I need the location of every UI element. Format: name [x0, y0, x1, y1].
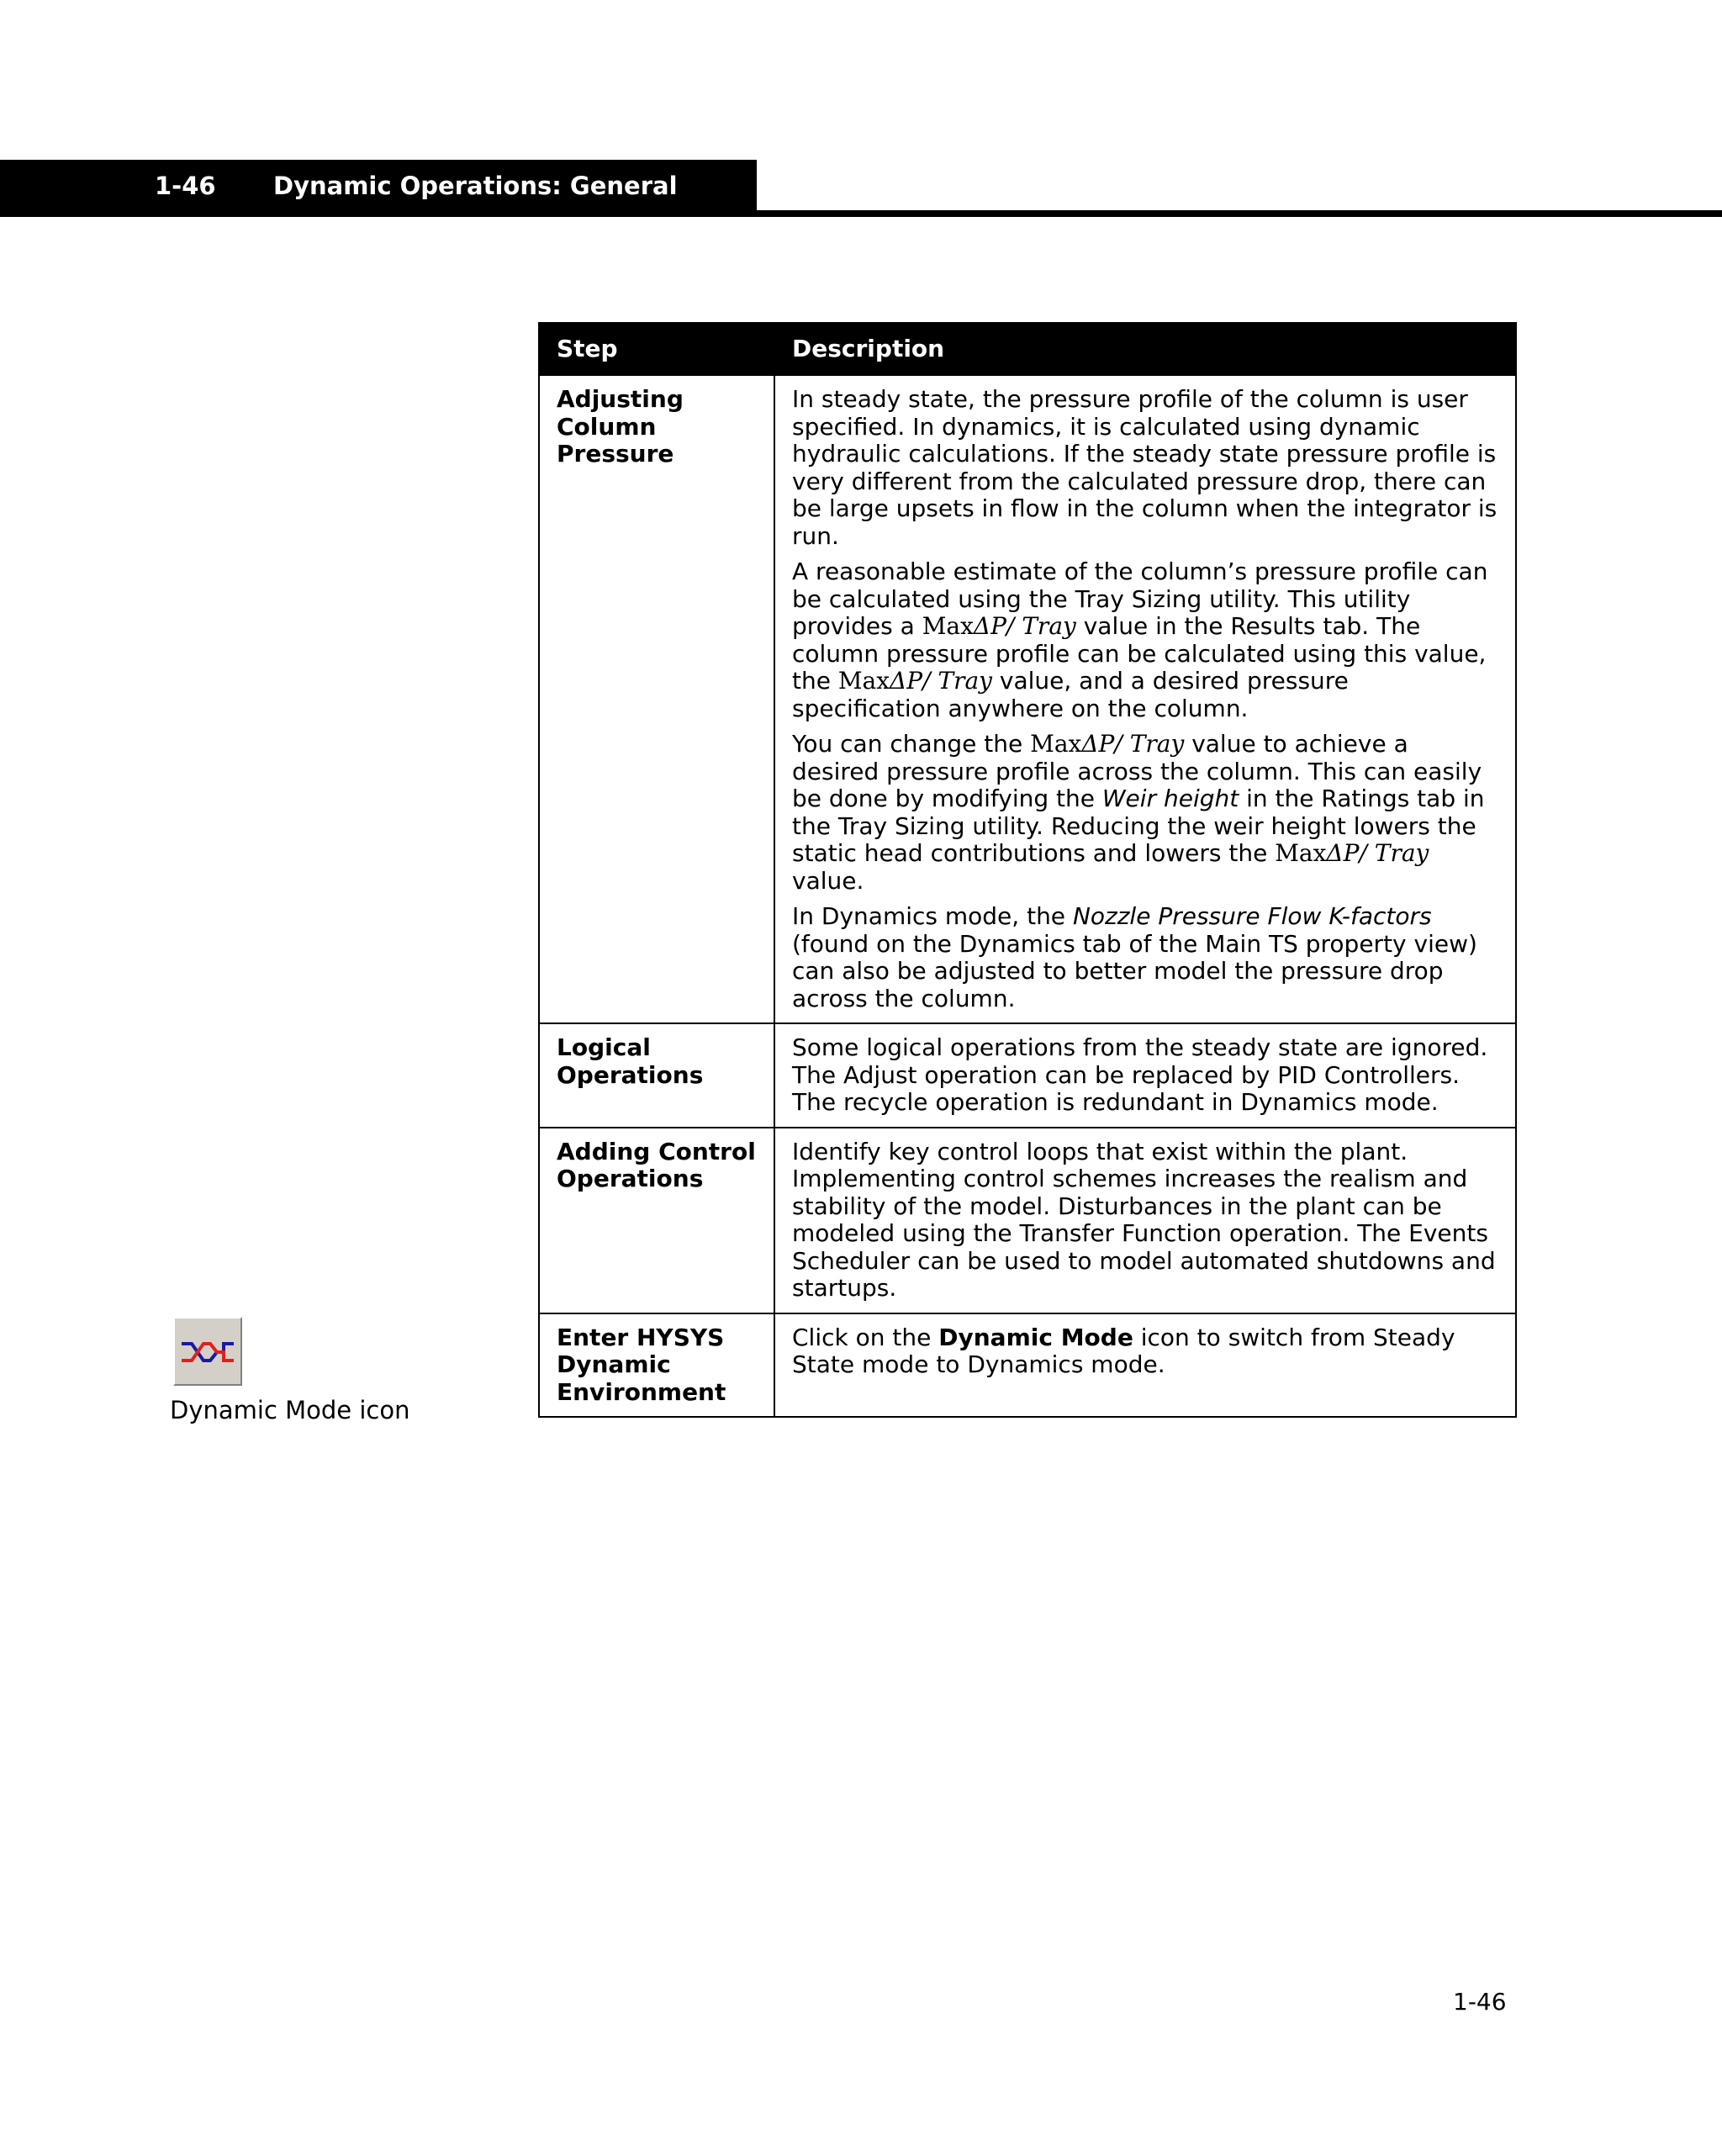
steps-table [538, 322, 1517, 1418]
step-cell: Adding Control Operations [539, 1128, 774, 1313]
description-paragraph: Some logical operations from the steady state are ignored. The Adjust operation can be replaced by PID Controllers. The recycle operation is redundant in Dynamics mode. [792, 1033, 1488, 1116]
description-cell [774, 1313, 1516, 1418]
table-row [539, 1313, 1516, 1418]
weir-height-term: Weir height [1101, 785, 1239, 812]
column-header-description: Description [774, 323, 1516, 375]
description-paragraph: A reasonable estimate of the column’s pressure profile can be calculated using the Tray Sizing utility. This utility provides a MaxΔP/ Tray value in the Results tab. The column pressure profile can be calculated using this value, the MaxΔP/ Tray value, and a desired pressure specification anywhere on the column. [792, 557, 1488, 722]
chapter-page-number: 1-46 [155, 172, 216, 200]
table-row [539, 1023, 1516, 1128]
table-row [539, 375, 1516, 1023]
description-paragraph: In steady state, the pressure profile of the column is user specified. In dynamics, it is calculated using dynamic hydraulic calculations. If the steady state pressure profile is very different from the calculated pressure drop, there can be large upsets in flow in the column when the integrator is run. [792, 385, 1498, 550]
description-cell [774, 375, 1516, 1023]
table-row [539, 1128, 1516, 1313]
dynamic-mode-term: Dynamic Mode [938, 1323, 1133, 1351]
header-rule [0, 210, 1722, 217]
description-cell [774, 1023, 1516, 1128]
step-cell: Enter HYSYS Dynamic Environment [539, 1313, 774, 1418]
section-title: Dynamic Operations: General [273, 172, 678, 200]
dynamic-mode-icon [173, 1317, 242, 1386]
description-cell [774, 1128, 1516, 1313]
step-cell: Logical Operations [539, 1023, 774, 1128]
description-paragraph: You can change the MaxΔP/ Tray value to achieve a desired pressure profile across the column. This can easily be done by modifying the Weir height in the Ratings tab in the Tray Sizing utility. Reducing the weir height lowers the static head contributions and lowers the MaxΔP/ Tray value. [792, 730, 1485, 895]
max-dp-per-tray-expression: MaxΔP/ Tray [1275, 839, 1429, 867]
description-paragraph: In Dynamics mode, the Nozzle Pressure Flow K-factors (found on the Dynamics tab of the Main TS property view) can also be adjusted to better model the pressure drop across the column. [792, 902, 1477, 1012]
column-header-step: Step [539, 323, 774, 375]
nozzle-k-factors-term: Nozzle Pressure Flow K-factors [1072, 902, 1432, 930]
description-paragraph: Identify key control loops that exist within the plant. Implementing control schemes increases the realism and stability of the model. Disturbances in the plant can be modeled using the Transfer Function operation. The Events Scheduler can be used to model automated shutdowns and startups. [792, 1137, 1496, 1302]
max-dp-per-tray-expression: MaxΔP/ Tray [1030, 730, 1185, 758]
description-paragraph: Click on the Dynamic Mode icon to switch from Steady State mode to Dynamics mode. [792, 1323, 1455, 1378]
step-cell: Adjusting Column Pressure [539, 375, 774, 1023]
max-dp-per-tray-expression: MaxΔP/ Tray [837, 667, 992, 695]
footer-page-number: 1-46 [1453, 1988, 1507, 2016]
max-dp-per-tray-expression: MaxΔP/ Tray [922, 612, 1076, 640]
icon-caption: Dynamic Mode icon [170, 1396, 410, 1424]
table-header-row [539, 323, 1516, 375]
